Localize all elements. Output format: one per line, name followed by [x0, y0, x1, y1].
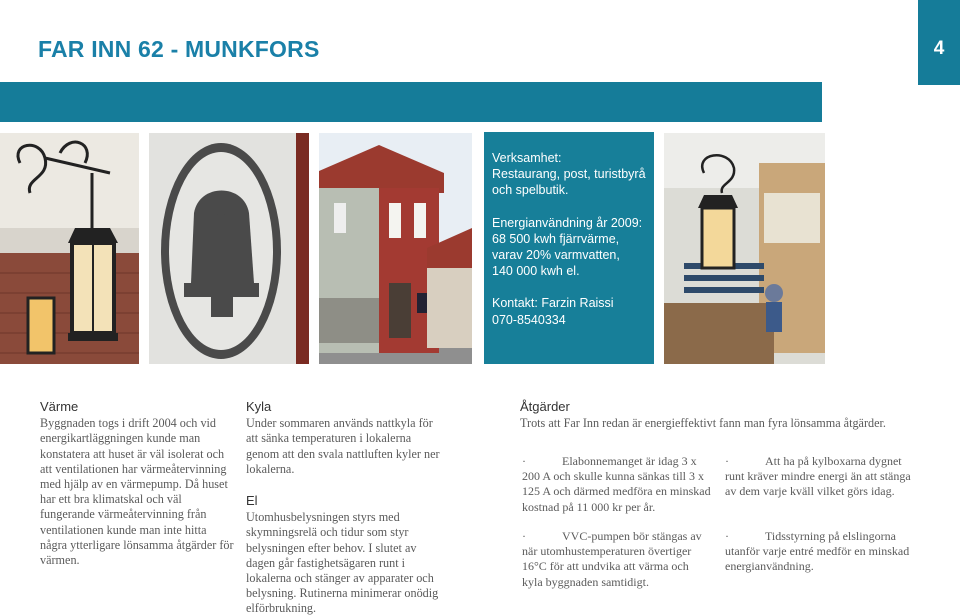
- energi-line-1: 68 500 kwh fjärrvärme,: [492, 231, 620, 246]
- varme-heading: Värme: [40, 399, 79, 414]
- atgard-item-3-text: Att ha på kylboxarna dygnet runt kräver mindre energi än att stänga av dem varje kväll vilket görs idag.: [725, 454, 911, 499]
- verksamhet-block: [492, 150, 646, 199]
- kontakt-block: [492, 295, 646, 327]
- kontakt-name: Kontakt: Farzin Raissi: [492, 296, 614, 311]
- atgard-item-2-text: VVC-pumpen bör stängas av när utomhustemperaturen övertiger 16°C för att undvika att värma och kyla byggnaden samtidigt.: [522, 529, 702, 589]
- el-heading: El: [246, 493, 258, 509]
- energi-line-3: 140 000 kwh el.: [492, 264, 580, 279]
- kyla-heading: Kyla: [246, 399, 272, 414]
- section-atgarder: [520, 399, 920, 431]
- photo-lantern: [0, 133, 139, 364]
- bullet-marker: ·: [522, 454, 526, 468]
- varme-body: Byggnaden togs i drift 2004 och vid energikartläggningen kunde man konstatera att huset är väl isolerat och att ventilationen har värmeåtervinning med hjälp av en värmepump. Då huset har ett bra klimatskal och väl fungerande värmeåtervinning från ventilationen kunde man inte hitta några ytterligare lönsamma åtgärder för värmen.: [40, 416, 234, 568]
- atgard-item-4: [725, 529, 920, 575]
- kyla-body: Under sommaren används nattkyla för att sänka temperaturen i lokalerna genom att den svala nattluften kyler ner lokalerna.: [246, 416, 440, 476]
- atgard-item-3: [725, 454, 920, 500]
- photo-interior: [664, 133, 825, 364]
- section-kyla: [246, 399, 444, 616]
- header-band: [0, 82, 822, 122]
- atgarder-intro: Trots att Far Inn redan är energieffektivt fann man fyra lönsamma åtgärder.: [520, 416, 886, 431]
- page-number: 4: [918, 0, 960, 85]
- verksamhet-label: Verksamhet:: [492, 151, 562, 165]
- bullet-marker: ·: [725, 454, 729, 468]
- atgard-item-2: [522, 529, 712, 590]
- atgard-item-1-text: Elabonnemanget är idag 3 x 200 A och skulle kunna sänkas till 3 x 125 A och därmed medföra en minskad kostnad på 11 000 kr per år.: [522, 454, 711, 514]
- energi-block: [492, 215, 646, 280]
- photo-sign: [149, 133, 309, 364]
- bullet-marker: ·: [522, 529, 526, 543]
- info-box: [484, 132, 654, 364]
- atgard-item-1: [522, 454, 712, 515]
- energi-line-2: varav 20% varmvatten,: [492, 248, 620, 263]
- section-varme: [40, 399, 236, 568]
- energi-label: Energianvändning år 2009:: [492, 215, 643, 230]
- kontakt-phone: 070-8540334: [492, 312, 566, 327]
- bullet-marker: ·: [725, 529, 729, 543]
- el-body: Utomhusbelysningen styrs med skymningsrelä och tidur som styr belysningen efter behov. I slutet av dagen går fastighetsägaren runt i lokalerna och stänger av apparater och belysning. Rutinerna minimerar onödig elförbrukning.: [246, 510, 439, 616]
- atgard-item-4-text: Tidsstyrning på elslingorna utanför varje entré medför en minskad energianvändning.: [725, 529, 910, 574]
- verksamhet-value: Restaurang, post, turistbyrå och spelbutik.: [492, 167, 646, 198]
- atgarder-heading: Åtgärder: [520, 399, 570, 414]
- page-title: FAR INN 62 - MUNKFORS: [38, 36, 320, 62]
- photo-building: [319, 133, 472, 364]
